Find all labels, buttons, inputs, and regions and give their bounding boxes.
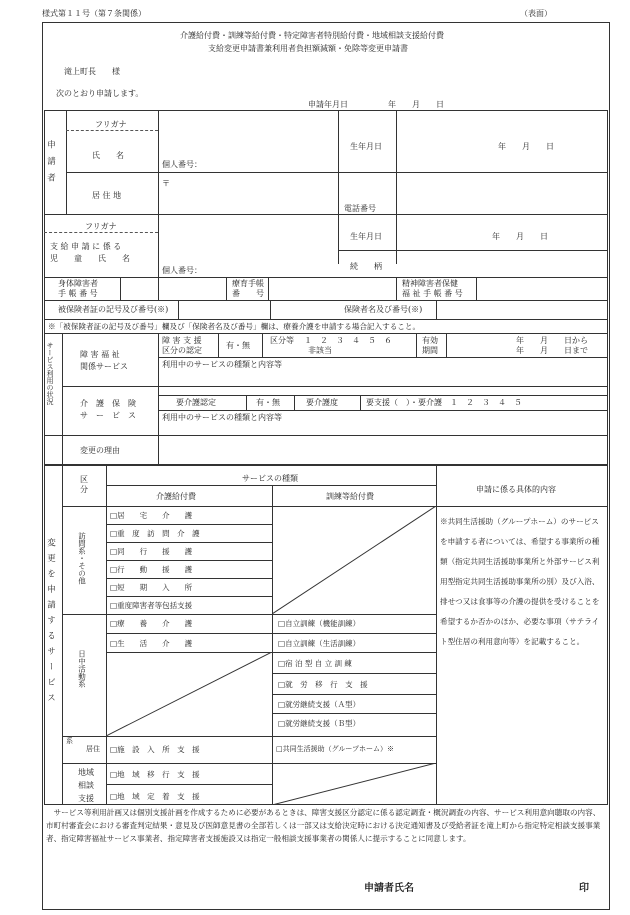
applicant-signature-label: 申請者氏名 [364, 883, 414, 894]
kubun-label1: 区 [80, 475, 88, 484]
care-insurance-label2: サ ー ビ ス [80, 411, 136, 420]
form-number: 様式第１１号（第７条関係） [42, 9, 146, 18]
child-birthdate-field[interactable]: 年 月 日 [492, 232, 548, 241]
care-level-label: 要介護度 [306, 398, 338, 407]
insured-number-label: 被保険者証の記号及び番号(※) [58, 305, 169, 314]
svc-life-training[interactable]: □自立訓練（生活訓練） [278, 639, 361, 648]
svc-function-training[interactable]: □自立訓練（機能訓練） [278, 619, 361, 628]
category-day: 日中活動系 [77, 650, 87, 688]
svc-facility-support[interactable]: □施 設 入 所 支 援 [110, 745, 200, 754]
day-kaigo-void-slash [106, 652, 272, 736]
svc-overnight-training[interactable]: □宿 泊 型 自 立 訓 練 [278, 659, 352, 668]
svc-group-home[interactable]: □共同生活援助（グループホーム）※ [276, 745, 395, 753]
welfare-in-use-label: 利用中のサービスの種類と内容等 [162, 360, 282, 369]
kaigo-header: 介護給付費 [156, 492, 196, 501]
support-class-umu[interactable]: 有・無 [226, 341, 250, 350]
physical-notebook-label2: 手 帳 番 号 [58, 289, 98, 298]
class-label: 区分等 [270, 336, 294, 345]
svc-severe-visit-care[interactable]: □重 度 訪 問 介 護 [110, 529, 200, 538]
child-label-line1: 支 給 申 請 に 係 る [50, 242, 122, 251]
applicant-birthdate-field[interactable]: 年 月 日 [498, 142, 554, 151]
category-visit: 訪問系・その他 [77, 532, 87, 585]
mental-notebook-label2: 福 祉 手 帳 番 号 [402, 289, 463, 298]
mental-notebook-label1: 精神障害者保健 [402, 279, 458, 288]
consent-statement: サービス等利用計画又は個別支援計画を作成するために必要があるときは、障害支援区分認定に係る認定調査・概況調査の内容、サービス利用意向聴取の内容、市町村審査会における審査判定結果・意見及び医師意見書の全部若しくは一部又は支給決定時における決定通知書及び受給者証を滝上町から指定特定相談支援事業者、指定障害福祉サービス事業者、指定障害者支援施設又は指定一般相談支援事業者の関係人に提示することに同意します。 [46, 808, 601, 843]
svc-short-stay[interactable]: □短 期 入 所 [110, 583, 193, 592]
support-class-label1: 障 害 支 援 [162, 336, 202, 345]
applicant-birthdate-label: 生年月日 [350, 142, 382, 151]
physical-notebook-label1: 身体障害者 [58, 279, 98, 288]
change-reason-label: 変更の理由 [80, 446, 120, 455]
child-personal-number[interactable]: 個人番号： [162, 266, 202, 275]
postal-mark: 〒 [162, 179, 170, 188]
welfare-service-label1: 障 害 福 祉 [80, 350, 120, 359]
svc-behavior-support[interactable]: □行 動 援 護 [110, 565, 193, 574]
change-section-label: 変更を申請するサービス [45, 538, 56, 709]
category-residence-2: 居住 [86, 745, 100, 753]
care-cert-umu[interactable]: 有・無 [256, 398, 280, 407]
welfare-service-label2: 関係サービス [80, 362, 128, 371]
visit-kunren-void-slash [272, 506, 436, 614]
class-not-applicable[interactable]: 非該当 [308, 346, 332, 355]
svc-employment-a[interactable]: □就労継続支援（Ａ型） [278, 700, 361, 709]
child-label-line2: 児 童 氏 名 [50, 254, 130, 263]
insurance-note: ※「被保険者証の記号及び番号」欄及び「保険者名及び番号」欄は、療養介護を申請する場合記入すること。 [48, 322, 421, 331]
applicant-furigana-label: フリガナ [95, 120, 127, 129]
kunren-header: 訓練等給付費 [326, 492, 374, 501]
svc-life-care[interactable]: □生 活 介 護 [110, 639, 193, 648]
child-birthdate-label: 生年月日 [350, 232, 382, 241]
service-type-header: サービスの種類 [242, 474, 298, 483]
applicant-address-label: 居 住 地 [92, 191, 122, 200]
kubun-label2: 分 [80, 485, 88, 494]
class-numbers[interactable]: １ ２ ３ ４ ５ ６ [304, 336, 392, 345]
svc-medical-care[interactable]: □療 養 介 護 [110, 619, 193, 628]
category-local-3: 支援 [78, 794, 94, 803]
applicant-personal-number[interactable]: 個人番号： [162, 160, 202, 169]
care-in-use-label: 利用中のサービスの種類と内容等 [162, 413, 282, 422]
svc-comprehensive-support[interactable]: □重度障害者等包括支援 [110, 601, 193, 610]
form-title-line2: 支給変更申請書兼利用者負担額減額・免除等変更申請書 [208, 44, 408, 53]
applicant-section-label: 申請者 [45, 140, 56, 190]
category-local-2: 相談 [78, 781, 94, 790]
application-date: 申請年月日 年 月 日 [308, 100, 444, 109]
svc-accompany-support[interactable]: □同 行 援 護 [110, 547, 193, 556]
intro-text: 次のとおり申請します。 [56, 89, 144, 98]
valid-to[interactable]: 年 月 日まで [516, 346, 588, 355]
care-cert-label: 要介護認定 [176, 398, 216, 407]
category-local-1: 地域 [78, 768, 94, 777]
category-residence-1: 系 [66, 737, 73, 745]
side-label: （表面） [520, 9, 552, 18]
care-insurance-label1: 介 護 保 険 [80, 399, 136, 408]
applicant-phone-label: 電話番号 [344, 204, 376, 213]
care-level-options[interactable]: 要支援（ ）・要介護 １ ２ ３ ４ ５ [366, 398, 522, 407]
local-kunren-void-slash [272, 763, 436, 805]
form-title-line1: 介護給付費・訓練等給付費・特定障害者特別給付費・地域相談支援給付費 [180, 31, 444, 40]
child-relation-label: 続 柄 [350, 262, 382, 271]
svc-home-care[interactable]: □居 宅 介 護 [110, 511, 193, 520]
seal-mark: 印 [579, 883, 589, 894]
addressee: 滝上町長 様 [64, 67, 120, 76]
child-furigana-label: フリガナ [85, 222, 117, 231]
svc-community-transition[interactable]: □地 域 移 行 支 援 [110, 770, 200, 779]
ryoiku-notebook-label1: 療育手帳 [232, 279, 264, 288]
svc-community-settlement[interactable]: □地 域 定 着 支 援 [110, 792, 200, 801]
applicant-name-label: 氏 名 [92, 151, 124, 160]
support-class-label2: 区分の認定 [162, 346, 202, 355]
concrete-content-remark: ※共同生活援助（グループホーム）のサービスを申請する者については、希望する事業所の種類（指定共同生活援助事業所と外部サービス利用型指定共同生活援助事業所の別）及び入浴、排せつ又は食事等の介護の提供を受けることを希望するか否かのほか、必要な事項（サテライト型住居の利用意向等）を記載すること。 [440, 517, 600, 646]
svc-employment-transition[interactable]: □就 労 移 行 支 援 [278, 680, 368, 689]
ryoiku-notebook-label2: 番 号 [232, 289, 264, 298]
valid-period-label2: 期間 [422, 346, 438, 355]
valid-from[interactable]: 年 月 日から [516, 336, 588, 345]
detail-header: 申請に係る具体的内容 [476, 485, 556, 494]
svc-employment-b[interactable]: □就労継続支援（Ｂ型） [278, 719, 361, 728]
insurer-label: 保険者名及び番号(※) [344, 305, 423, 314]
valid-period-label1: 有効 [422, 336, 438, 345]
usage-section-label: サービス利用の状況 [46, 342, 54, 405]
